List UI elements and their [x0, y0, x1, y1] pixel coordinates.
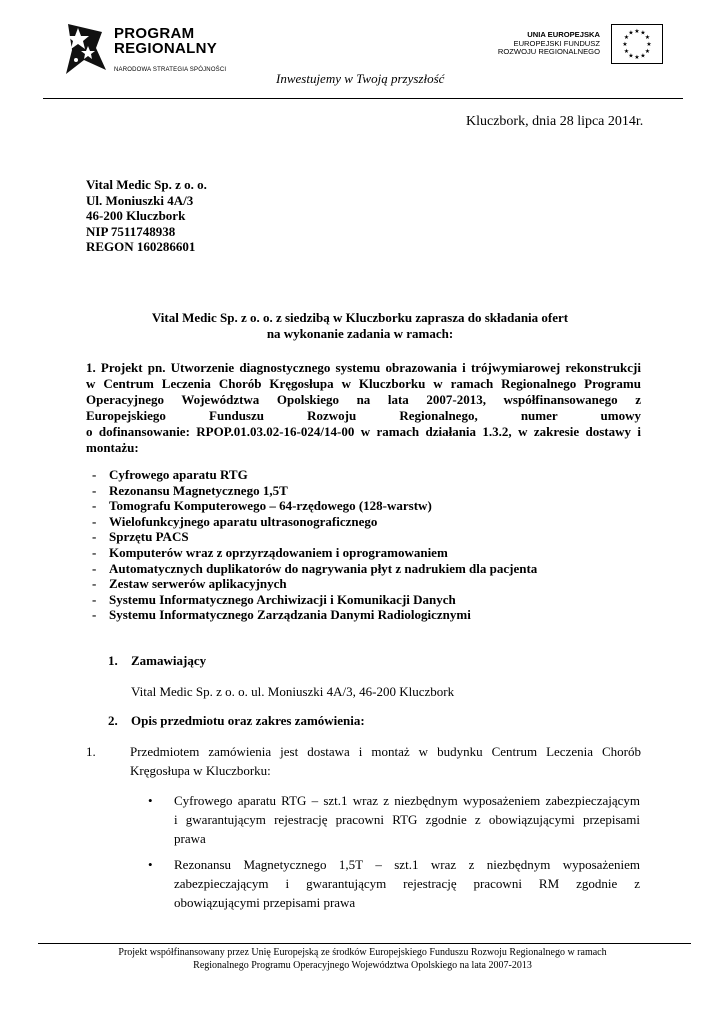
- eu-line3: ROZWOJU REGIONALNEGO: [497, 47, 600, 57]
- intro-line: na wykonanie zadania w ramach:: [266, 325, 454, 341]
- recipient-address: [86, 177, 207, 255]
- address-line: Ul. Moniuszki 4A/3: [86, 192, 194, 208]
- eu-flag-icon: [611, 24, 663, 64]
- program-regionalny-logo: [62, 18, 252, 80]
- invitation-intro: [60, 310, 660, 341]
- list-item: [92, 529, 537, 545]
- item-text: Tomografu Komputerowego – 64-rzędowego (128-warstw): [109, 498, 432, 514]
- item-text: Cyfrowego aparatu RTG: [109, 467, 248, 482]
- paragraph-line: 1. Projekt pn. Utworzenie diagnostycznego systemu obrazowania i trójwymiarowej rekonstrukcji: [86, 360, 641, 375]
- bullet-line: i gwarantującym rejestrację pracowni RTG zgodnie z obowiązującymi przepisami: [174, 812, 640, 827]
- program-subtitle: NARODOWA STRATEGIA SPÓJNOŚCI: [114, 67, 227, 73]
- item-text: Zestaw serwerów aplikacyjnych: [109, 576, 287, 592]
- section-number: 2.: [108, 713, 118, 728]
- star-figure-icon: [62, 20, 110, 78]
- dash-bullet: -: [92, 529, 97, 545]
- footer-line: Regionalnego Programu Operacyjnego Województwa Opolskiego na lata 2007-2013: [193, 960, 532, 971]
- subject-paragraph: [86, 742, 641, 780]
- program-title: [114, 26, 217, 56]
- dash-bullet: -: [92, 544, 97, 560]
- paragraph-line: Europejskiego Funduszu Rozwoju Regionalnego, numer umowy: [86, 408, 641, 423]
- list-item: [92, 576, 537, 592]
- list-item: [92, 514, 537, 530]
- header-divider: [43, 98, 683, 99]
- list-item: [92, 607, 537, 623]
- svg-text:★: ★: [640, 52, 646, 60]
- svg-text:★: ★: [640, 29, 646, 37]
- section-ordering-party: [108, 653, 206, 669]
- list-item: [92, 483, 537, 499]
- subject-row: [86, 742, 641, 780]
- section-scope: [108, 713, 365, 729]
- dash-bullet: -: [92, 498, 97, 514]
- subject-number: 1.: [86, 744, 96, 759]
- list-item: [92, 498, 537, 514]
- dash-bullet: -: [92, 467, 97, 482]
- subject-line: Przedmiotem zamówienia jest dostawa i montaż w budynku Centrum Leczenia Chorób: [130, 744, 641, 759]
- bullet-item: [150, 855, 640, 912]
- svg-text:★: ★: [622, 41, 628, 48]
- section-title: Zamawiający: [131, 653, 207, 668]
- bullet-line: obowiązującymi przepisami prawa: [174, 895, 356, 910]
- svg-text:★: ★: [628, 52, 634, 60]
- eu-line1: UNIA EUROPEJSKA: [527, 30, 600, 39]
- svg-text:★: ★: [634, 28, 640, 35]
- letter-date: Kluczbork, dnia 28 lipca 2014r.: [466, 114, 644, 129]
- eu-line2: EUROPEJSKI FUNDUSZ: [513, 38, 600, 48]
- address-line: NIP 7511748938: [86, 223, 176, 239]
- item-text: Systemu Informatycznego Zarządzania Danymi Radiologicznymi: [109, 607, 471, 623]
- dash-bullet: -: [92, 591, 97, 607]
- bullet-line: Cyfrowego aparatu RTG – szt.1 wraz z niezbędnym wyposażeniem zabezpieczającym: [174, 793, 640, 808]
- paragraph-line: w Centrum Leczenia Chorób Kręgosłupa w Kluczborku w ramach Regionalnego Programu: [86, 376, 641, 391]
- subject-line: Kręgosłupa w Kluczborku:: [130, 763, 271, 778]
- svg-text:★: ★: [644, 34, 651, 41]
- intro-line: Vital Medic Sp. z o. o. z siedzibą w Kluczborku zaprasza do składania ofert: [151, 310, 569, 325]
- program-line1: PROGRAM: [114, 25, 195, 42]
- motto: Inwestujemy w Twoją przyszłość: [276, 71, 445, 86]
- address-line: 46-200 Kluczbork: [86, 208, 186, 223]
- svg-text:★: ★: [634, 54, 640, 61]
- svg-text:★: ★: [623, 34, 630, 41]
- dash-bullet: -: [92, 576, 97, 592]
- eu-text: [490, 31, 600, 57]
- footer-line: Projekt współfinansowany przez Unię Europejską ze środków Europejskiego Funduszu Rozwoju Regionalnego w ramach: [118, 947, 607, 958]
- ordering-party-address: Vital Medic Sp. z o. o. ul. Moniuszki 4A/3, 46-200 Kluczbork: [131, 684, 455, 699]
- equipment-list: [92, 467, 537, 623]
- footer: [40, 946, 685, 972]
- item-text: Wielofunkcyjnego aparatu ultrasonograficznego: [109, 513, 378, 529]
- dash-bullet: -: [92, 607, 97, 623]
- item-text: Komputerów wraz z oprzyrządowaniem i oprogramowaniem: [109, 544, 448, 560]
- address-line: Vital Medic Sp. z o. o.: [86, 177, 207, 192]
- paragraph-line: o dofinansowanie: RPOP.01.03.02-16-024/14-00 w ramach działania 1.3.2, w zakresie dostawy i: [86, 424, 641, 439]
- svg-text:★: ★: [644, 48, 651, 55]
- paragraph-line: Operacyjnego Województwa Opolskiego na lata 2007-2013, współfinansowanego z: [86, 392, 641, 407]
- section-title: Opis przedmiotu oraz zakres zamówienia:: [131, 713, 365, 728]
- dash-bullet: -: [92, 513, 97, 529]
- bullet-line: Rezonansu Magnetycznego 1,5T – szt.1 wraz z niezbędnym wyposażeniem: [174, 857, 640, 872]
- svg-text:★: ★: [646, 41, 652, 48]
- subject-text: [130, 742, 641, 780]
- bullet-line: zabezpieczającym i gwarantującym rejestrację pracowni RM zgodnie z: [174, 876, 640, 891]
- bullet-dot-icon: •: [148, 857, 153, 872]
- project-paragraph: [86, 360, 641, 456]
- paragraph-line: montażu:: [86, 440, 139, 455]
- section-number: 1.: [108, 653, 118, 668]
- bullet-dot-icon: •: [148, 793, 153, 808]
- list-item: [92, 467, 537, 483]
- svg-text:★: ★: [623, 48, 630, 55]
- program-line2: REGIONALNY: [114, 40, 218, 57]
- footer-divider: [38, 943, 691, 944]
- item-text: Rezonansu Magnetycznego 1,5T: [109, 482, 288, 498]
- list-item: [92, 561, 537, 577]
- list-item: [92, 545, 537, 561]
- bullet-line: prawa: [174, 831, 206, 846]
- item-text: Automatycznych duplikatorów do nagrywania płyt z nadrukiem dla pacjenta: [109, 560, 538, 576]
- list-item: [92, 592, 537, 608]
- item-text: Sprzętu PACS: [109, 529, 189, 545]
- address-line: REGON 160286601: [86, 239, 196, 254]
- bullet-item: [150, 791, 640, 848]
- dash-bullet: -: [92, 560, 97, 576]
- item-text: Systemu Informatycznego Archiwizacji i Komunikacji Danych: [109, 591, 456, 607]
- svg-text:★: ★: [628, 29, 634, 37]
- dash-bullet: -: [92, 482, 97, 498]
